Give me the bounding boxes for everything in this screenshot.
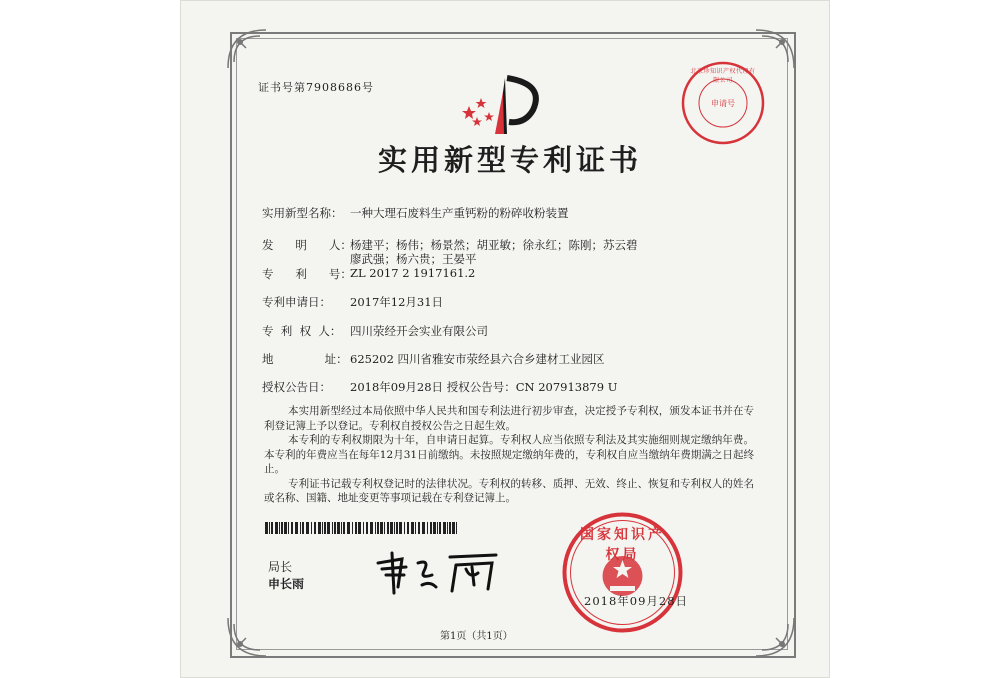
field-label: 授权公告日：	[262, 380, 331, 394]
barcode-bar	[427, 522, 428, 534]
agency-stamp-text: 北京珍知识产权代理有限公司	[690, 68, 756, 84]
field-row-address	[262, 351, 605, 367]
field-label: 发 明 人：	[262, 238, 352, 252]
barcode-bar	[380, 522, 383, 534]
barcode-bar	[443, 522, 446, 534]
corner-ornament-top-left	[226, 28, 268, 70]
barcode-bar	[279, 522, 280, 534]
handwritten-signature-icon	[372, 545, 502, 595]
field-label	[262, 251, 350, 267]
field-row-inventors-cont	[262, 251, 477, 267]
corner-ornament-bottom-right	[754, 616, 796, 658]
barcode-bar	[341, 522, 342, 534]
field-value: 2018年09月28日 授权公告号：CN 207913879 U	[350, 380, 618, 394]
field-label: 实用新型名称：	[262, 206, 343, 220]
barcode-bar	[343, 522, 345, 534]
barcode-bar	[418, 522, 420, 534]
barcode-bar	[363, 522, 364, 534]
corner-ornament-bottom-left	[226, 616, 268, 658]
agency-stamp-center-text: 申请号	[711, 99, 735, 108]
barcode-bar	[430, 522, 432, 534]
barcode-bar	[269, 522, 270, 534]
barcode-bar	[337, 522, 340, 534]
barcode-bar	[295, 522, 298, 534]
barcode-bar	[422, 522, 425, 534]
barcode-bar	[415, 522, 416, 534]
barcode-bar	[387, 522, 389, 534]
barcode-bar	[433, 522, 436, 534]
field-value: 廖武强；杨六贵；王晏平	[350, 252, 477, 266]
certificate-number: 证书号第7908686号	[258, 81, 374, 94]
barcode-bar	[327, 522, 330, 534]
barcode-bar	[407, 522, 409, 534]
barcode-bar	[377, 522, 379, 534]
signatory-title: 局长	[268, 560, 293, 574]
field-label: 专利申请日：	[262, 295, 331, 309]
barcode-bar	[366, 522, 368, 534]
field-value: 2017年12月31日	[350, 295, 444, 309]
barcode-bar	[456, 522, 457, 534]
barcode-bar	[439, 522, 441, 534]
barcode-bar	[300, 522, 301, 534]
field-value: 一种大理石废料生产重钙粉的粉碎收粉装置	[350, 206, 569, 220]
field-value: 四川荥经开会实业有限公司	[350, 324, 488, 338]
signatory-name: 申长雨	[268, 577, 305, 591]
seal-date: 2018年09月28日	[584, 594, 689, 608]
barcode-bar	[334, 522, 336, 534]
barcode-bar	[447, 522, 448, 534]
barcode-bar	[324, 522, 326, 534]
barcode-bar	[437, 522, 438, 534]
field-label: 专 利 号：	[262, 267, 352, 281]
body-paragraph: 本专利的专利权期限为十年，自申请日起算。专利权人应当依照专利法及其实施细则规定缴纳年费。本专利的年费应当在每年12月31日前缴纳。未按照规定缴纳年费的，专利权自应当缴纳年费期满之日起终止。	[264, 434, 754, 475]
certificate-title: 实用新型专利证书	[377, 143, 642, 177]
barcode-bar	[291, 522, 293, 534]
page-number: 第1页（共1页）	[440, 631, 513, 642]
body-paragraph: 本实用新型经过本局依照中华人民共和国专利法进行初步审查，决定授予专利权，颁发本证书并在专利登记簿上予以登记。专利权自授权公告之日起生效。	[264, 405, 754, 432]
barcode-bar	[306, 522, 309, 534]
field-row-name	[262, 205, 569, 221]
barcode-bar	[352, 522, 353, 534]
body-paragraph: 专利证书记载专利权登记时的法律状况。专利权的转移、质押、无效、终止、恢复和专利权人的姓名或名称、国籍、地址变更等事项记载在专利登记簿上。	[264, 477, 754, 504]
barcode-bar	[281, 522, 283, 534]
barcode-bar	[390, 522, 393, 534]
barcode-bar	[404, 522, 405, 534]
barcode-bar	[302, 522, 304, 534]
barcode-bar	[311, 522, 312, 534]
barcode-bar	[399, 522, 402, 534]
barcode-bar	[449, 522, 451, 534]
barcode-bar	[452, 522, 455, 534]
barcode-bar	[347, 522, 350, 534]
barcode-bar	[332, 522, 333, 534]
barcode-icon	[265, 522, 460, 534]
barcode-bar	[322, 522, 323, 534]
field-row-filing-date	[262, 294, 443, 310]
barcode-bar	[288, 522, 289, 534]
barcode-bar	[411, 522, 414, 534]
barcode-bar	[265, 522, 268, 534]
barcode-bar	[358, 522, 361, 534]
barcode-bar	[318, 522, 321, 534]
barcode-bar	[384, 522, 385, 534]
field-row-patentee	[262, 323, 488, 339]
barcode-bar	[271, 522, 273, 534]
field-value: ZL 2017 2 1917161.2	[350, 266, 476, 280]
barcode-bar	[370, 522, 373, 534]
barcode-bar	[375, 522, 376, 534]
barcode-bar	[284, 522, 287, 534]
official-seal	[560, 510, 685, 635]
field-value: 625202 四川省雅安市荥经县六合乡建材工业园区	[350, 352, 605, 366]
field-row-patent-number	[262, 266, 475, 282]
certificate-body-text	[264, 404, 754, 506]
seal-text: 国家知识产权局	[580, 527, 665, 563]
barcode-bar	[396, 522, 398, 534]
barcode-bar	[314, 522, 316, 534]
agency-stamp	[680, 60, 766, 146]
barcode-bar	[355, 522, 357, 534]
field-label: 专 利 权 人：	[262, 324, 342, 338]
field-label: 地 址：	[262, 352, 348, 366]
field-value: 杨建平；杨伟；杨景然；胡亚敏；徐永红；陈刚；苏云碧	[350, 238, 638, 252]
barcode-bar	[275, 522, 278, 534]
field-row-grant-date	[262, 379, 617, 395]
patent-office-emblem-icon	[455, 62, 555, 142]
barcode-bar	[394, 522, 395, 534]
